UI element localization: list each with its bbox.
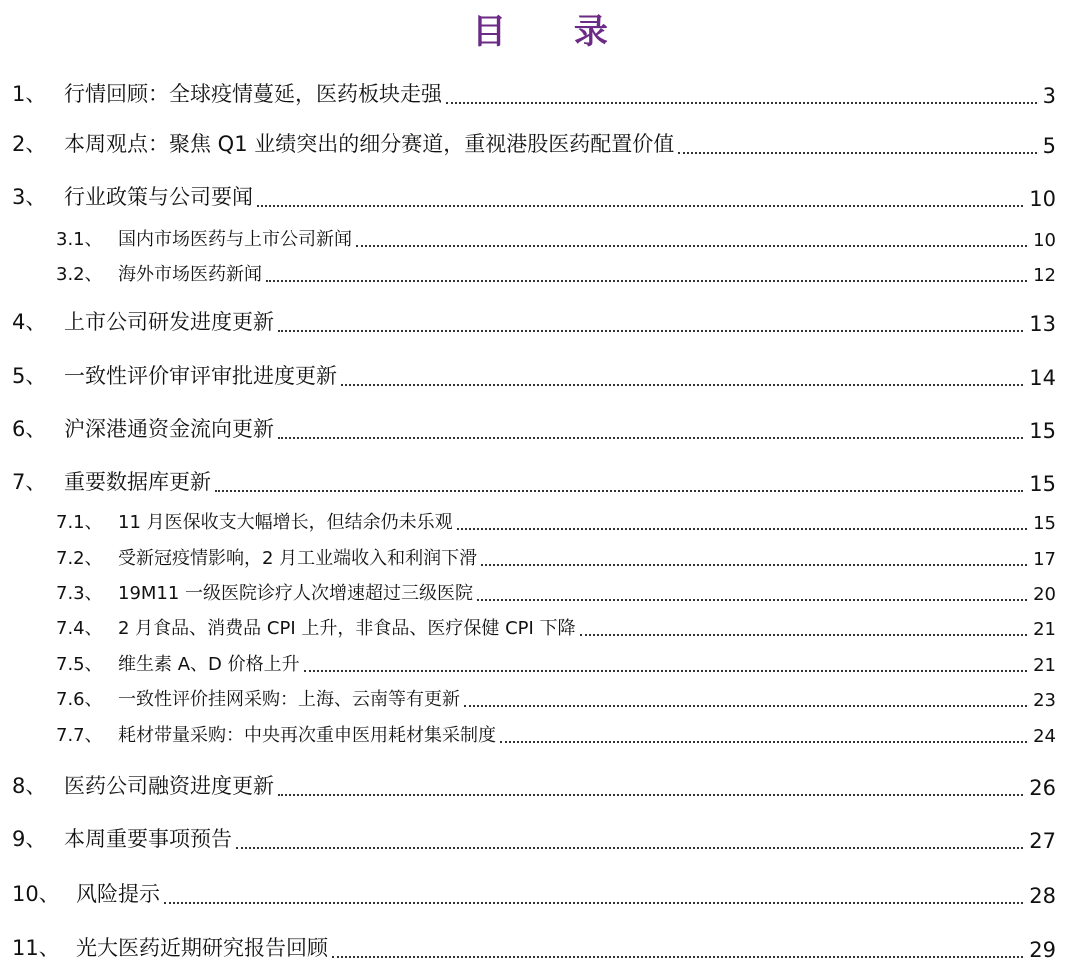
toc-entry-title: 受新冠疫情影响，2 月工业端收入和利润下滑 xyxy=(118,548,478,569)
toc-entry-page: 10 xyxy=(1029,187,1056,211)
toc-entry-title: 重要数据库更新 xyxy=(64,470,211,494)
toc-leader-dots xyxy=(304,670,1027,672)
toc-entry-number: 6、 xyxy=(12,417,47,441)
toc-leader-dots xyxy=(464,705,1027,707)
toc-entry-number: 7、 xyxy=(12,470,47,494)
toc-entry[interactable] xyxy=(0,362,1080,394)
toc-entry-title: 2 月食品、消费品 CPI 上升，非食品、医疗保健 CPI 下降 xyxy=(118,618,576,639)
toc-leader-dots xyxy=(356,245,1027,247)
toc-entry-title: 行情回顾：全球疫情蔓延，医药板块走强 xyxy=(64,82,442,106)
toc-leader-dots xyxy=(446,102,1037,104)
toc-entry[interactable] xyxy=(0,683,1080,715)
toc-entry-page: 29 xyxy=(1029,938,1056,962)
toc-entry-title: 耗材带量采购：中央再次重申医用耗材集采制度 xyxy=(118,725,496,746)
toc-entry[interactable] xyxy=(0,612,1080,644)
toc-entry[interactable] xyxy=(0,223,1080,255)
toc-entry[interactable] xyxy=(0,648,1080,680)
toc-leader-dots xyxy=(332,956,1023,958)
toc-entry-page: 28 xyxy=(1029,884,1056,908)
toc-entry[interactable] xyxy=(0,577,1080,609)
toc-entry-number: 7.7、 xyxy=(56,725,103,746)
toc-entry-page: 3 xyxy=(1042,84,1056,108)
toc-leader-dots xyxy=(500,741,1027,743)
toc-entry-page: 21 xyxy=(1033,655,1056,676)
toc-entry-page: 5 xyxy=(1042,134,1056,158)
toc-entry-number: 7.1、 xyxy=(56,512,103,533)
toc-leader-dots xyxy=(678,152,1036,154)
toc-entry-page: 12 xyxy=(1033,265,1056,286)
toc-entry[interactable] xyxy=(0,130,1080,162)
toc-entry-number: 7.6、 xyxy=(56,689,103,710)
toc-entry-page: 23 xyxy=(1033,690,1056,711)
toc-entry-page: 26 xyxy=(1029,776,1056,800)
toc-leader-dots xyxy=(215,490,1023,492)
toc-entry[interactable] xyxy=(0,183,1080,215)
toc-entry-number: 9、 xyxy=(12,827,47,851)
toc-leader-dots xyxy=(580,634,1028,636)
toc-entry-page: 17 xyxy=(1033,549,1056,570)
toc-leader-dots xyxy=(236,847,1023,849)
toc-entry[interactable] xyxy=(0,772,1080,804)
toc-entry[interactable] xyxy=(0,506,1080,538)
toc-entry-title: 沪深港通资金流向更新 xyxy=(64,417,274,441)
toc-entry-title: 医药公司融资进度更新 xyxy=(64,774,274,798)
toc-entry[interactable] xyxy=(0,719,1080,751)
toc-entry-page: 10 xyxy=(1033,230,1056,251)
toc-leader-dots xyxy=(278,437,1023,439)
toc-entry-title: 光大医药近期研究报告回顾 xyxy=(76,936,328,960)
toc-entry-number: 7.4、 xyxy=(56,618,103,639)
toc-entry-page: 15 xyxy=(1029,419,1056,443)
toc-entry-title: 风险提示 xyxy=(76,882,160,906)
toc-leader-dots xyxy=(266,280,1027,282)
toc-entry-page: 21 xyxy=(1033,619,1056,640)
toc-entry-number: 8、 xyxy=(12,774,47,798)
toc-entry-title: 国内市场医药与上市公司新闻 xyxy=(118,229,352,250)
toc-entry-page: 20 xyxy=(1033,584,1056,605)
toc-entry-number: 7.2、 xyxy=(56,548,103,569)
toc-leader-dots xyxy=(477,599,1027,601)
toc-entry[interactable] xyxy=(0,308,1080,340)
toc-entry-number: 3.2、 xyxy=(56,264,103,285)
toc-entry-page: 14 xyxy=(1029,366,1056,390)
toc-entry-title: 海外市场医药新闻 xyxy=(118,264,262,285)
toc-entry-number: 11、 xyxy=(12,936,60,960)
toc-entry[interactable] xyxy=(0,468,1080,500)
toc-entry-page: 27 xyxy=(1029,829,1056,853)
toc-entry-number: 5、 xyxy=(12,364,47,388)
toc-entry-title: 维生素 A、D 价格上升 xyxy=(118,654,300,675)
toc-entry[interactable] xyxy=(0,542,1080,574)
toc-leader-dots xyxy=(481,564,1027,566)
toc-entry-title: 19M11 一级医院诊疗人次增速超过三级医院 xyxy=(118,583,474,604)
toc-entry[interactable] xyxy=(0,258,1080,290)
toc-entry-page: 15 xyxy=(1029,472,1056,496)
toc-entry-number: 10、 xyxy=(12,882,60,906)
toc-entry-page: 13 xyxy=(1029,312,1056,336)
toc-title: 目 录 xyxy=(472,12,636,52)
toc-entry[interactable] xyxy=(0,934,1080,966)
toc-entry-title: 上市公司研发进度更新 xyxy=(64,310,274,334)
toc-entry-number: 4、 xyxy=(12,310,47,334)
toc-entry-title: 行业政策与公司要闻 xyxy=(64,185,253,209)
toc-entry-title: 一致性评价审评审批进度更新 xyxy=(64,364,337,388)
toc-entry-number: 2、 xyxy=(12,132,47,156)
toc-entry[interactable] xyxy=(0,825,1080,857)
toc-entry-title: 一致性评价挂网采购：上海、云南等有更新 xyxy=(118,689,460,710)
toc-entry-title: 本周观点：聚焦 Q1 业绩突出的细分赛道，重视港股医药配置价值 xyxy=(64,132,675,156)
toc-entry-title: 11 月医保收支大幅增长，但结余仍未乐观 xyxy=(118,512,453,533)
toc-leader-dots xyxy=(278,330,1023,332)
toc-leader-dots xyxy=(341,384,1023,386)
toc-entry-number: 1、 xyxy=(12,82,47,106)
toc-leader-dots xyxy=(164,902,1023,904)
toc-entry-number: 3、 xyxy=(12,185,47,209)
toc-entry-number: 7.3、 xyxy=(56,583,103,604)
toc-entry[interactable] xyxy=(0,880,1080,912)
toc-leader-dots xyxy=(278,794,1023,796)
toc-entry[interactable] xyxy=(0,415,1080,447)
toc-entry-number: 3.1、 xyxy=(56,229,103,250)
toc-entry-page: 15 xyxy=(1033,513,1056,534)
toc-entry[interactable] xyxy=(0,80,1080,112)
toc-entry-title: 本周重要事项预告 xyxy=(64,827,232,851)
toc-leader-dots xyxy=(457,528,1027,530)
toc-leader-dots xyxy=(257,205,1023,207)
toc-entry-page: 24 xyxy=(1033,726,1056,747)
toc-entry-number: 7.5、 xyxy=(56,654,103,675)
